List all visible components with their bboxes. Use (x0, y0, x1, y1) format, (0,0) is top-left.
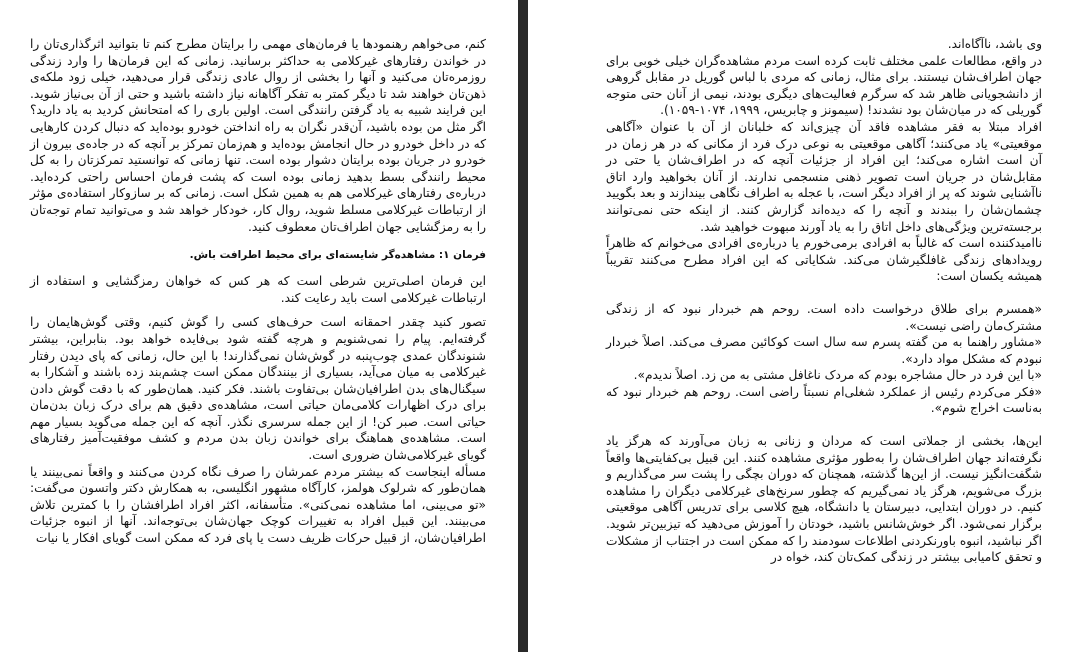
right-page-text (606, 36, 1042, 566)
page-divider (518, 0, 528, 652)
paragraph: این فرمان اصلی‌ترین شرطی است که هر کس که خواهان رمزگشایی و استفاده از ارتباطات غیرکلامی است باید رعایت کند. (30, 274, 486, 305)
paragraph: افراد مبتلا به فقر مشاهده فاقد آن چیزی‌اند که خلبانان از آن با عنوان «آگاهی موقعیتی» یاد می‌کنند؛ آگاهی موقعیتی به نوعی درک فرد از مکانی که در هر زمان در آن است اشاره می‌کند؛ این افراد از جزئیات آنچه که در اطراف‌شان یا حتی در مقابل‌شان در جریان است تصویر ذهنی منسجمی ندارند. از آنان بخواهید وارد اتاق ناآشنایی شوند که پر از افراد دیگر است، با عجله به اطراف نگاهی بیندازند و بعد بگویید چشمان‌شان را ببندند و آنچه را که دیده‌اند گزارش کنند. از اینکه حتی نمی‌توانند برجسته‌ترین ویژگی‌های داخل اتاق را به یاد آورند مبهوت خواهید شد. (606, 119, 1042, 234)
quote: «فکر می‌کردم رئیس از عملکرد شغلی‌ام نسبتاً راضی است. روحم هم خبردار نبود که به‌ناست اخراج شوم». (606, 384, 1042, 416)
quote: «همسرم برای طلاق درخواست داده است. روحم هم خبردار نبود که از زندگی مشترک‌مان راضی نیست». (606, 301, 1042, 333)
right-page (528, 0, 1075, 652)
left-page (0, 0, 518, 652)
paragraph: ناامیدکننده است که غالباً به افرادی برمی‌خورم یا درباره‌ی افرادی می‌خوانم که ظاهراً رویدادهای زندگی غافلگیرشان می‌کند. شکایاتی که این افراد مطرح می‌کنند تقریباً همیشه یکسان است: (606, 236, 1042, 284)
paragraph: در واقع، مطالعات علمی مختلف ثابت کرده است مردم مشاهده‌گران خیلی خوبی برای جهان اطراف‌شان نیستند. برای مثال، زمانی که مردی با لباس گوریل در مقابل گروهی از دانشجویانی ظاهر شد که سرگرم فعالیت‌های دیگری بودند، نیمی از آنان حتی متوجه گوریلی که در میان‌شان بود نشدند! (سیمونز و چابریس، ۱۹۹۹، ۱۰۷۴-۱۰۵۹). (606, 53, 1042, 118)
left-page-text (30, 36, 486, 547)
paragraph: این‌ها، بخشی از جملاتی است که مردان و زنانی به زبان می‌آورند که هرگز یاد نگرفته‌اند جهان اطراف‌شان را به‌طور مؤثری مشاهده کنند. این قبیل بی‌کفایتی‌ها واقعاً شگفت‌انگیز نیست. از این‌ها گذشته، همچنان که دوران بچگی را پشت سر می‌گذاریم و بزرگ می‌شویم، هرگز یاد نمی‌گیریم که چطور سرنخ‌های غیرکلامی دیگران را مشاهده کنیم. در دوران ابتدایی، دبیرستان یا دانشگاه، هیچ کلاسی برای تدریس آگاهی موقعیتی برگزار نمی‌شود. اگر خوش‌شانس باشید، خودتان را آموزش می‌دهید که تیزبین‌تر شوید. اگر نباشید، انبوه باورنکردنی اطلاعات سودمند را که ممکن است در اجتناب از مشکلات و تحقق کامیابی بیشتر در زندگی کمک‌تان کند، خواه در (606, 434, 1042, 565)
quote: «مشاور راهنما به من گفته پسرم سه سال است کوکائین مصرف می‌کند. اصلاً خبردار نبودم که مشکل مواد دارد». (606, 335, 1042, 366)
quote: «با این فرد در حال مشاجره بودم که مردک ناغافل مشتی به من زد. اصلاً ندیدم». (633, 368, 1042, 383)
paragraph: تصور کنید چقدر احمقانه است حرف‌های کسی را گوش کنیم، وقتی گوش‌هایمان را گرفته‌ایم. پیام را نمی‌شنویم و هرچه گفته شود بی‌فایده خواهد بود. بنابراین، بیشتر شنوندگان عمدی چوب‌پنبه در گوش‌شان نمی‌گذارند! با این حال، زمانی که پای دیدن رفتار غیرکلامی به میان می‌آید، بسیاری از بینندگان ممکن است چشم‌بند زده باشند و آشکارا به سیگنال‌های بدن اطرافیان‌شان بی‌تفاوت باشند. فکر کنید. همان‌طور که با دقت گوش دادن برای درک اظهارات کلامی‌مان حیاتی است، مشاهده‌ی دقیق هم برای درک زبان بدن‌مان حیاتی است. صبر کن! از این جمله سرسری نگذر. آنچه که این جمله می‌گوید بسیار مهم است. مشاهده‌ی هماهنگ برای خواندن زبان بدن مردم و کشف موفقیت‌آمیز رفتارهای گویای غیرکلامی‌شان ضروری است. (30, 315, 486, 463)
section-heading: فرمان ۱: مشاهده‌گر شایسته‌ای برای محیط اطرافت باش. (189, 249, 486, 262)
paragraph: کنم، می‌خواهم رهنمودها یا فرمان‌های مهمی را برایتان مطرح کنم تا بتوانید اثرگذاری‌تان را در خواندن رفتارهای غیرکلامی به حداکثر برسانید. زمانی که این فرمان‌ها را وارد زندگی روزمره‌تان می‌کنید و آنها را بخشی از روال عادی زندگی قرار می‌دهید، خیلی زود ملکه‌ی ذهن‌تان خواهند شد تا دیگر کمتر به تفکر آگاهانه نیاز داشته باشید و حتی از آن بی‌نیاز شوید. این فرایند شبیه به یاد گرفتن رانندگی است. اولین باری را که امتحانش کردید به یاد دارید؟ اگر مثل من بوده باشید، آن‌قدر نگران به راه انداختن خودرو بوده‌اید که دنبال کردن کارهایی که در داخل خودرو در حال انجامش بوده‌اید و هم‌زمان تمرکز بر آنچه که در جاده‌ی بیرون از خودرو در جریان بوده برایتان دشوار بوده است. تنها زمانی که توانستید تمرکزتان را به کل محیط رانندگی بسط بدهید زمانی بوده است که پشت فرمان احساس راحتی کرده‌اید. درباره‌ی رفتارهای غیرکلامی هم به همین شکل است. زمانی که بر سازوکار استفاده‌ی مؤثر از ارتباطات غیرکلامی مسلط شوید، روال کار، خودکار خواهد شد و می‌توانید تمام توجه‌تان را به رمزگشایی جهان اطراف‌تان معطوف کنید. (30, 37, 486, 234)
paragraph: مسأله اینجاست که بیشتر مردم عمرشان را صرف نگاه کردن می‌کنند و واقعاً نمی‌بینند یا همان‌طور که شرلوک هولمز، کارآگاه مشهور انگلیسی، به همکارش دکتر واتسون می‌گفت: «تو می‌بینی، اما مشاهده نمی‌کنی». متأسفانه، اکثر افراد اطرافشان را با کمترین تلاش می‌بینند. این قبیل افراد به تغییرات کوچک جهان‌شان بی‌توجه‌اند. آنها از انبوه جزئیات اطرافیان‌شان، از قبیل حرکات ظریف دست یا پای فرد که ممکن است گویای افکار یا نیات (30, 464, 486, 546)
paragraph: وی باشد، ناآگاه‌اند. (947, 37, 1042, 51)
